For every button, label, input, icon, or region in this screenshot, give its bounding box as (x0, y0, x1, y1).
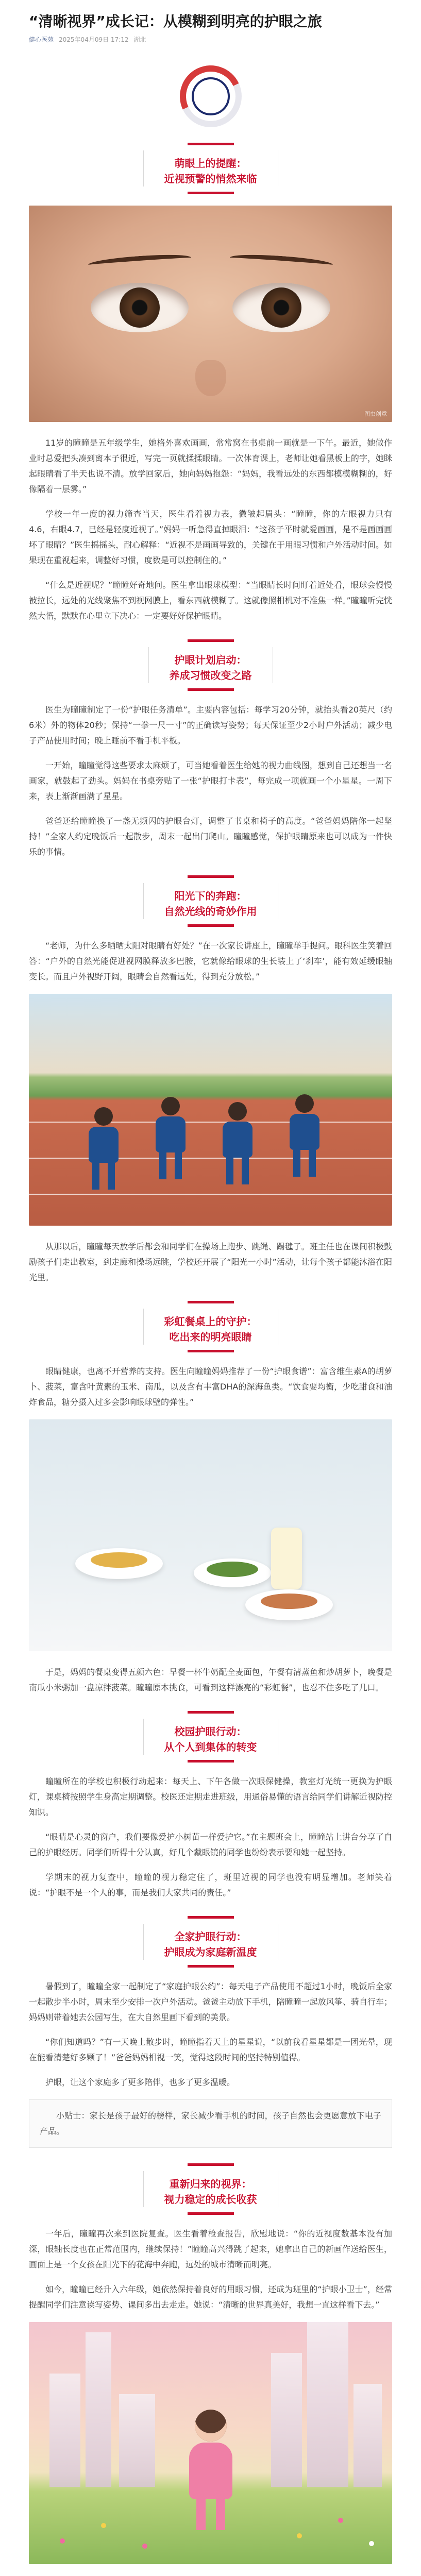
running-children-photo (29, 994, 392, 1226)
section-heading (29, 1301, 392, 1352)
section-heading (29, 1711, 392, 1762)
tip-text: 小贴士：家长是孩子最好的榜样，家长减少看手机的时间，孩子自然也会更愿意放下电子产品。 (40, 2111, 381, 2136)
body-paragraph: 于是，妈妈的餐桌变得五颜六色：早餐一杯牛奶配全麦面包，午餐有清蒸鱼和炒胡萝卜，晚餐是南瓜小米粥加一盘凉拌菠菜。瞳瞳原本挑食，可看到这样漂亮的“彩虹餐”，也忍不住多吃了几口。 (29, 1667, 392, 1692)
body-paragraph: 暑假到了，瞳瞳全家一起制定了“家庭护眼公约”：每天电子产品使用不超过1小时，晚饭后全家一起散步半小时，周末至少安排一次户外活动。爸爸主动放下手机，陪瞳瞳一起放风筝、骑自行车；妈妈则带着她去公园写生，在大自然里画下看到的美景。 (29, 1981, 392, 2022)
body-paragraph: 护眼，让这个家庭多了更多陪伴，也多了更多温暖。 (45, 2077, 235, 2087)
body-paragraph: 爸爸还给瞳瞳换了一盏无频闪的护眼台灯，调整了书桌和椅子的高度。“爸爸妈妈陪你一起坚持！”全家人约定晚饭后一起散步，周末一起出门爬山。瞳瞳感觉，保护眼睛原来也可以成为一件快乐的事情。 (29, 816, 392, 857)
article-meta (29, 35, 392, 44)
section-heading-line2: 养成习惯改变之路 (169, 669, 252, 682)
section-heading (29, 2163, 392, 2215)
body-paragraph: “老师，为什么多晒晒太阳对眼睛有好处？”在一次家长讲座上，瞳瞳举手提问。眼科医生笑着回答：“户外的自然光能促进视网膜释放多巴胺，它就像给眼球的生长装上了‘刹车’，能有效延缓眼轴变长。而且户外视野开阔，眼睛会自然看远处，得到充分放松。” (29, 941, 392, 981)
body-paragraph: 如今，瞳瞳已经升入六年级，她依然保持着良好的用眼习惯，还成为班里的“护眼小卫士”，经常提醒同学们注意读写姿势、课间多出去走走。她说：“清晰的世界真美好，我想一直这样看下去。” (29, 2284, 392, 2310)
tip-box (29, 2099, 392, 2148)
section-heading-line1: 护眼计划启动： (174, 654, 247, 666)
section-heading-line1: 彩虹餐桌上的守护： (164, 1315, 257, 1328)
section-heading-line1: 萌眼上的提醒： (174, 157, 247, 170)
section-heading-line2: 视力稳定的成长收获 (164, 2193, 257, 2206)
section-heading (29, 639, 392, 691)
section-heading (29, 1916, 392, 1968)
article-title: “清晰视界”成长记：从模糊到明亮的护眼之旅 (29, 13, 322, 30)
section-heading-line1: 重新归来的视界： (169, 2178, 252, 2190)
body-paragraph: 学期末的视力复查中，瞳瞳的视力稳定住了，班里近视的同学也没有明显增加。老师笑着说：“护眼不是一个人的事，而是我们大家共同的责任。” (29, 1872, 392, 1897)
body-paragraph: “眼睛是心灵的窗户，我们要像爱护小树苗一样爱护它。”在主题班会上，瞳瞳站上讲台分享了自己的护眼经历。同学们听得十分认真，好几个戴眼镜的同学也纷纷表示要和她一起坚持。 (29, 1832, 392, 1857)
body-paragraph: 瞳瞳所在的学校也积极行动起来：每天上、下午各做一次眼保健操，教室灯光统一更换为护眼灯，课桌椅按照学生身高定期调整。校医还定期走进班级，用通俗易懂的语言给同学们讲解近视防控知识。 (29, 1776, 392, 1817)
body-paragraph: 眼睛健康，也离不开营养的支持。医生向瞳瞳妈妈推荐了一份“护眼食谱”：富含维生素A的胡萝卜、菠菜，富含叶黄素的玉米、南瓜，以及含有丰富DHA的深海鱼类。“饮食要均衡，少吃甜食和油炸食品，糖分摄入过多会影响眼球壁的弹性。” (29, 1366, 392, 1407)
body-paragraph: 学校一年一度的视力筛查当天，医生看着视力表，微皱起眉头：“瞳瞳，你的左眼视力只有4.6，右眼4.7，已经是轻度近视了。”妈妈一听急得直掉眼泪：“这孩子平时就爱画画，是不是画画画坏了眼睛？”医生摇摇头，耐心解释：“近视不是画画导致的，关键在于用眼习惯和户外活动时间。如果现在重视起来，调整好习惯，度数是可以控制住的。” (29, 509, 392, 565)
section-heading-line2: 吃出来的明亮眼睛 (169, 1331, 252, 1343)
section-heading-line2: 近视预警的悄然来临 (164, 173, 257, 185)
photo-watermark: 图虫创意 (364, 411, 387, 417)
brand-logo (29, 65, 392, 127)
section-heading-line2: 从个人到集体的转变 (164, 1741, 257, 1753)
section-heading-line2: 自然光线的奇妙作用 (164, 905, 257, 918)
section-heading-line1: 校园护眼行动： (174, 1725, 247, 1738)
body-paragraph: “什么是近视呢？”瞳瞳好奇地问。医生拿出眼球模型：“当眼睛长时间盯着近处看，眼球会慢慢被拉长，远处的光线聚焦不到视网膜上，看东西就模糊了。这就像照相机对不准焦一样。”瞳瞳听完恍然大悟，默默在心里立下决心：一定要好好保护眼睛。 (29, 580, 392, 621)
body-paragraph: “你们知道吗？”有一天晚上散步时，瞳瞳指着天上的星星说，“以前我看星星都是一团光晕，现在能看清楚好多颗了！”爸爸妈妈相视一笑，觉得这段时间的坚持特别值得。 (29, 2037, 392, 2062)
section-heading (29, 143, 392, 194)
body-paragraph: 一年后，瞳瞳再次来到医院复查。医生看着检查报告，欣慰地说：“你的近视度数基本没有加深，眼轴长度也在正常范围内，继续保持！”瞳瞳高兴得跳了起来，她拿出自己的新画作送给医生，画面上是一个女孩在阳光下的花海中奔跑，远处的城市清晰而明亮。 (29, 2229, 392, 2269)
publish-region: 湖北 (133, 36, 146, 43)
body-paragraph: 从那以后，瞳瞳每天放学后都会和同学们在操场上跑步、跳绳、踢毽子。班主任也在课间积极鼓励孩子们走出教室，到走廊和操场远眺，学校还开展了“阳光一小时”活动，让每个孩子都能沐浴在阳光里。 (29, 1242, 392, 1282)
body-paragraph: 医生为瞳瞳制定了一份“护眼任务清单”。主要内容包括：每学习20分钟，就抬头看20英尺（约6米）外的物体20秒；保持“一拳一尺一寸”的正确读写姿势；每天保证至少2小时户外活动；减少电子产品使用时间；晚上睡前不看手机平板。 (29, 705, 392, 745)
body-paragraph: 11岁的瞳瞳是五年级学生，她格外喜欢画画，常常窝在书桌前一画就是一下午。最近，她做作业时总爱把头凑到离本子很近，写完一页就揉揉眼睛。一次体育课上，老师让她看黑板上的字，她眯起眼睛看了半天也说不清。放学回家后，她向妈妈抱怨：“妈妈，我看远处的东西都模模糊糊的，好像隔着一层雾。” (29, 438, 392, 494)
section-heading (29, 875, 392, 927)
section-heading-line1: 全家护眼行动： (174, 1930, 247, 1943)
section-heading-line2: 护眼成为家庭新温度 (164, 1946, 257, 1958)
body-paragraph: 一开始，瞳瞳觉得这些要求太麻烦了，可当她看着医生给她的视力曲线图，想到自己还想当一名画家，就鼓起了劲头。妈妈在书桌旁贴了一张“护眼打卡表”，每完成一项就画一个小星星。一周下来，表上渐渐画满了星星。 (29, 760, 392, 801)
healthy-meal-photo (29, 1419, 392, 1651)
account-name[interactable]: 健心医苑 (29, 36, 54, 43)
eyes-photo (29, 206, 392, 422)
section-heading-line1: 阳光下的奔跑： (174, 890, 247, 902)
girl-in-flowers-photo (29, 2322, 392, 2564)
publish-date: 2025年04月09日 17:12 (59, 36, 129, 43)
